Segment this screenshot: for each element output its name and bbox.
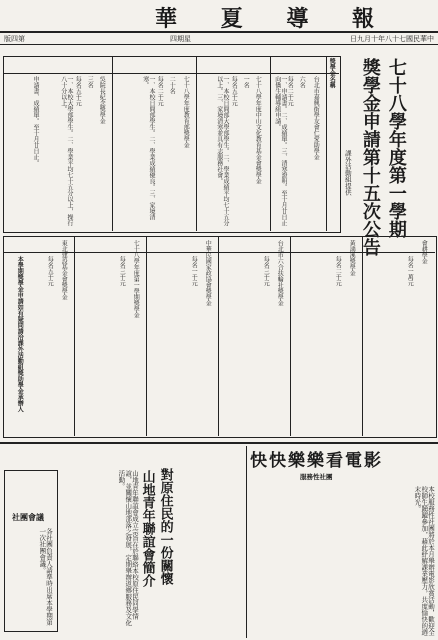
- announcement-footnote: 本學期獎學金申請如有疑問請洽課外活動組獎助學金承辦人: [16, 256, 24, 412]
- dateline: [0, 31, 438, 45]
- scholarship-3-requirements: 一、本校大學部學生。二、學業平均七十五分以上，操行八十分以上。: [59, 76, 73, 226]
- lower-4-name: 七十八學年度第一學期獎學金: [132, 240, 140, 318]
- lower-5-name: 東北建設基金會獎學金: [60, 240, 68, 300]
- scholarship-0-name: 台北市嘉興街學友會仁愛助學金: [312, 76, 320, 160]
- scholarship-3-count: 三名: [86, 76, 94, 88]
- announcement-title-line1: 七十八學年度第一學期: [385, 58, 407, 238]
- article-movie-body: 本校服務性社團將於本月舉辦電影欣賞活動，歡迎全校師生踴躍參加，藉此紓解課業壓力，共度愉快的週末時光。: [413, 486, 435, 636]
- sidebar-label: 社團會議: [12, 512, 44, 522]
- lower-1-name: 黃鴻溪獎學金: [348, 240, 356, 276]
- scholarship-0-amount: 每名二千元: [286, 76, 294, 106]
- announcement-title-line2: 獎學金申請第十五次公告: [359, 58, 381, 256]
- issue-date: 日九月十年八十七國民華中: [350, 35, 434, 43]
- lower-0-amount: 每名一萬元: [406, 256, 414, 286]
- scholarship-3-name: 吳院長紀念獎學金: [98, 76, 106, 124]
- scholarship-0-documents: 一、申請書。二、成績單。三、清寒證明。至十月廿日止向僑生輔導組申請。: [273, 76, 287, 226]
- lower-1-amount: 每名二千元: [334, 256, 342, 286]
- scholarship-3-amount: 每名五千元: [74, 76, 82, 106]
- lower-3-name: 中華民國家政協會獎學金: [204, 240, 212, 306]
- masthead: [0, 0, 438, 30]
- lower-0-name: 會耕學金: [420, 240, 428, 264]
- article-movie-headline: 快快樂樂看電影: [250, 451, 383, 471]
- scholarship-2-name: 七十八學年度教育部獎學金: [182, 76, 190, 148]
- lower-5-amount: 每名五千元: [46, 256, 54, 286]
- scholarship-1-count: 一名: [242, 76, 250, 88]
- article-aboriginal-headline2: 山地青年聯誼會簡介: [139, 470, 155, 587]
- scholarship-2-count: 二十名: [168, 76, 176, 94]
- article-aboriginal-headline1: 對原住民的一份關懷: [157, 468, 173, 585]
- lower-4-amount: 每名三千元: [118, 256, 126, 286]
- scholarship-1-amount: 每名五千元: [230, 76, 238, 106]
- scholarship-2-amount: 每名二千元: [156, 76, 164, 106]
- table-header: 獎學金名稱: [328, 58, 336, 88]
- scholarship-3-documents: 申請書、成績單。至十月廿日止。: [32, 76, 39, 166]
- article-movie-byline: 服務性社團: [300, 473, 333, 481]
- weekday: 四期星: [170, 35, 191, 43]
- scholarship-2-requirements: 一、本校日間部學生。二、學業成績優良。三、家境清寒。: [141, 76, 155, 220]
- scholarship-0-count: 六名: [298, 76, 306, 88]
- sidebar-text: 各社團負責人請準時出席本學期第一次社團會議。: [38, 528, 53, 626]
- scholarship-1-requirements: 一、本校日間部大學部學生。二、學業成績平均七十五分以上。三、家境清寒並具有志服務社會。: [215, 76, 229, 226]
- lower-2-name: 台北市六合扶輪社獎學金: [276, 240, 284, 306]
- announcement-subtitle: 課外活動組提供: [343, 150, 352, 196]
- article-aboriginal-body: 山地青年聯誼會成立宗旨在於聯絡本校原住民同學情誼，並關懷山地部落之發展，定期舉辦返鄉服務及文化活動。: [117, 470, 139, 626]
- page-number: 版四第: [4, 35, 25, 43]
- scholarship-table-lower: [3, 236, 437, 438]
- lower-2-amount: 每名三千元: [262, 256, 270, 286]
- scholarship-1-name: 七十八學年度中山文化教育基金會獎學金: [254, 76, 262, 184]
- newspaper-title: 華 夏 導 報: [155, 6, 392, 32]
- lower-3-amount: 每名一千元: [190, 256, 198, 286]
